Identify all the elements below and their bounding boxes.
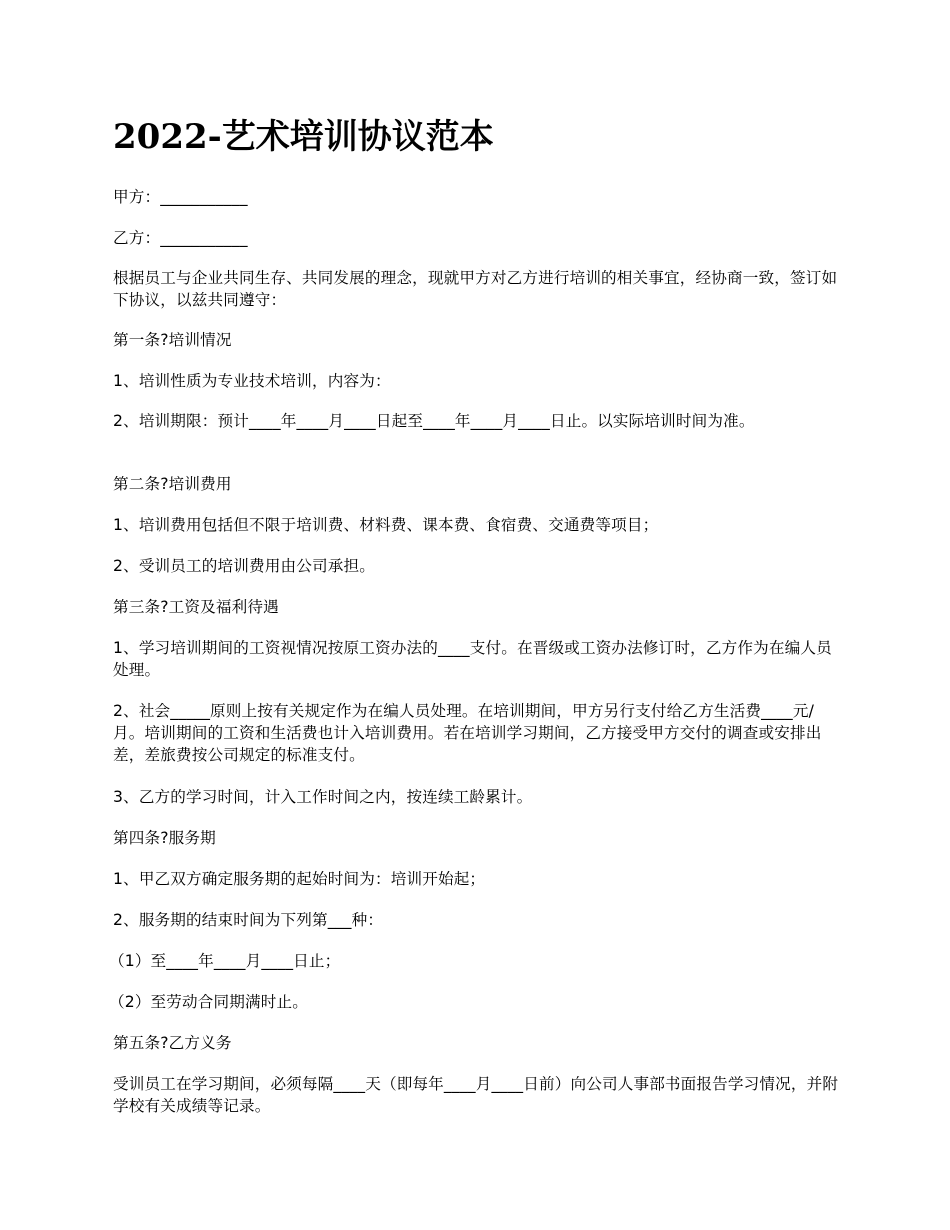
party-b-line: 乙方：___________: [113, 229, 248, 247]
article-1-clause-1: 1、培训性质为专业技术培训，内容为：: [113, 372, 391, 390]
article-1-clause-2: 2、培训期限：预计____年____月____日起至____年____月____日止。以实际培训时间为准。: [113, 412, 755, 430]
article-4-clause-2: 2、服务期的结束时间为下列第___种：: [113, 911, 384, 929]
article-2-clause-1: 1、培训费用包括但不限于培训费、材料费、课本费、食宿费、交通费等项目；: [113, 516, 659, 534]
article-3-clause-1: 1、学习培训期间的工资视情况按原工资办法的____支付。在晋级或工资办法修订时，乙方作为在编人员处理。: [113, 639, 832, 679]
article-5-heading: 第五条?乙方义务: [113, 1034, 232, 1052]
article-2-heading: 第二条?培训费用: [113, 475, 232, 493]
article-3-heading: 第三条?工资及福利待遇: [113, 598, 279, 616]
intro-paragraph: 根据员工与企业共同生存、共同发展的理念，现就甲方对乙方进行培训的相关事宜，经协商一致，签订如下协议，以兹共同遵守：: [113, 269, 838, 309]
article-2-clause-2: 2、受训员工的培训费用由公司承担。: [113, 557, 375, 575]
article-3-clause-3: 3、乙方的学习时间，计入工作时间之内，按连续工龄累计。: [113, 788, 533, 806]
article-5-clause-1: 受训员工在学习期间，必须每隔____天（即每年____月____日前）向公司人事部书面报告学习情况，并附学校有关成绩等记录。: [113, 1075, 839, 1115]
document-title: 2022-艺术培训协议范本: [113, 117, 494, 157]
party-a-line: 甲方：___________: [113, 188, 248, 206]
article-3-clause-2: 2、社会_____原则上按有关规定作为在编人员处理。在培训期间，甲方另行支付给乙方生活费____元/月。培训期间的工资和生活费也计入培训费用。若在培训学习期间，乙方接受甲方交付的调查或安排出差，差旅费按公司规定的标准支付。: [113, 702, 822, 764]
article-4-heading: 第四条?服务期: [113, 829, 216, 847]
article-4-option-2: （2）至劳动合同期满时止。: [109, 993, 308, 1011]
article-1-heading: 第一条?培训情况: [113, 331, 232, 349]
article-4-clause-1: 1、甲乙双方确定服务期的起始时间为：培训开始起；: [113, 870, 486, 888]
article-4-option-1: （1）至____年____月____日止；: [109, 952, 341, 970]
